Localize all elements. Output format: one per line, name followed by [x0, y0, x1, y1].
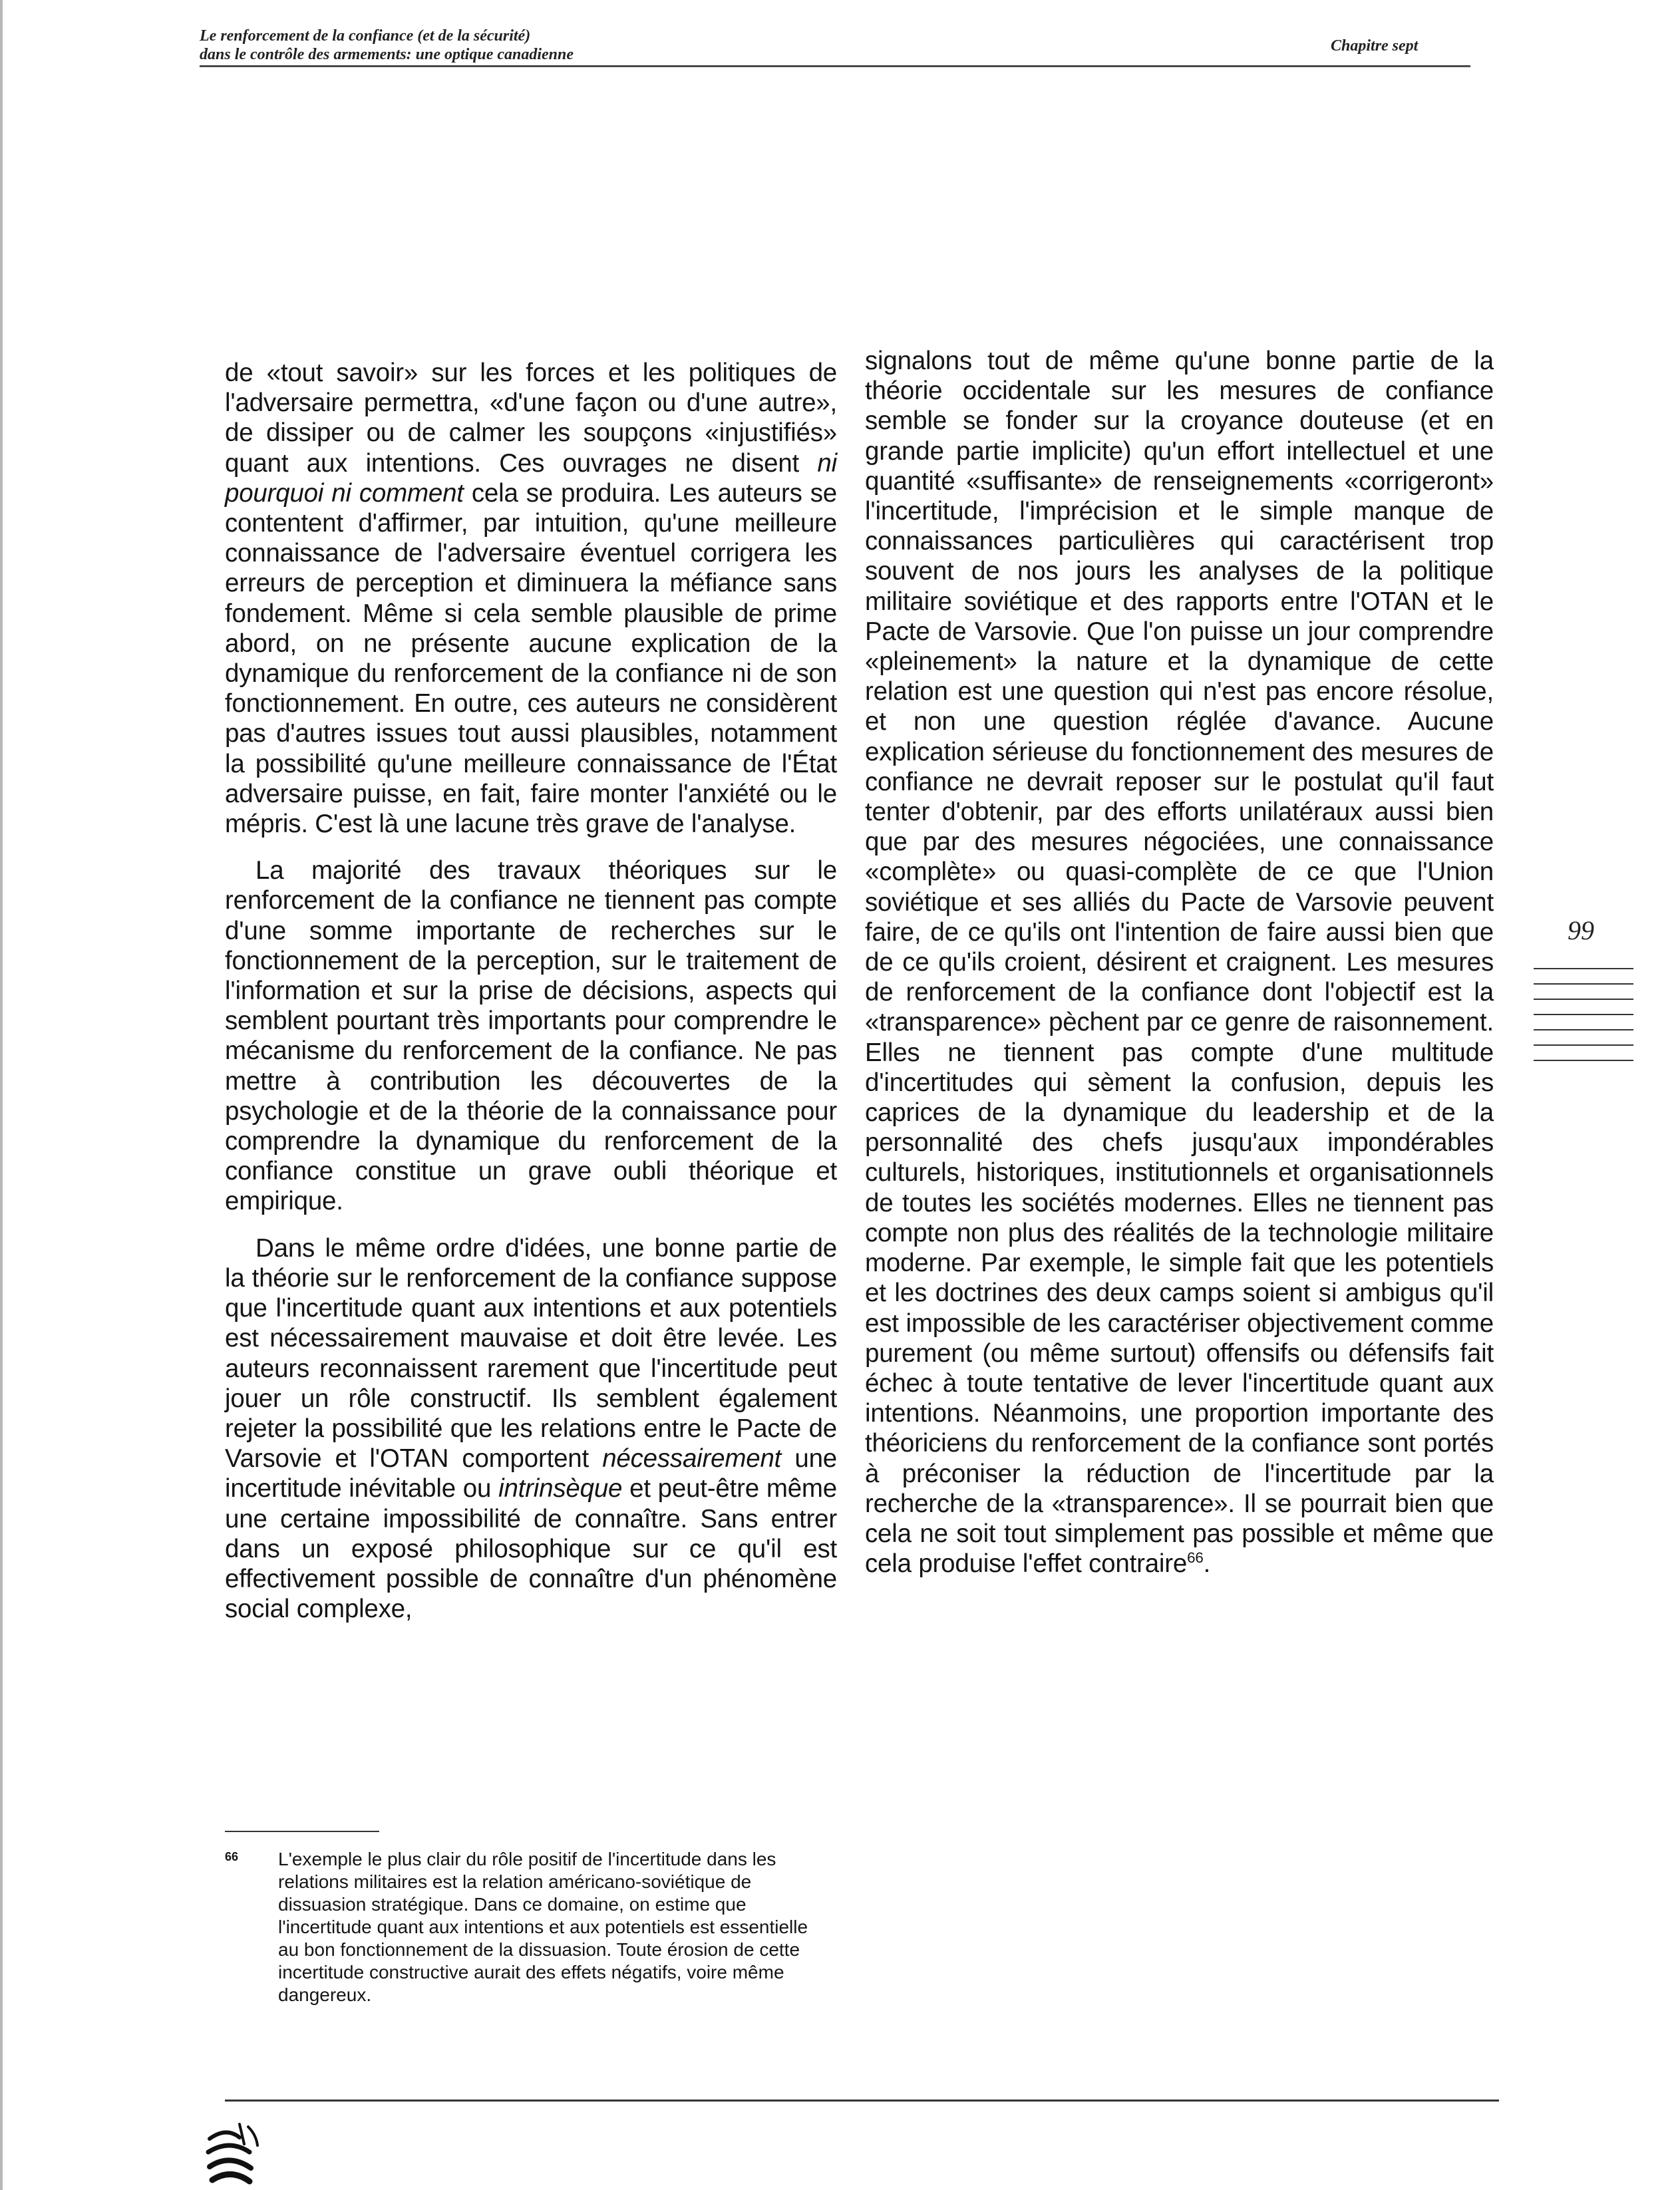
footnote-rule [225, 1831, 379, 1832]
running-header-title [200, 27, 865, 64]
page-number: 99 [1568, 915, 1594, 945]
left-text-column [225, 358, 837, 1641]
footnote-text: L'exemple le plus clair du rôle positif de l'incertitude dans les relations militaires est la relation américano-soviétique de dissuasion stratégique. Dans ce domaine, on estime que l'incertitude quant aux intentions et aux potentiels est essentielle au bon fonctionnement de la dissuasion. Toute érosion de cette incertitude constructive aurait des effets négatifs, voire même dangereux. [278, 1849, 808, 2005]
header-rule [200, 65, 1470, 67]
paragraph: Dans le même ordre d'idées, une bonne partie de la théorie sur le renforcement de la confiance suppose que l'incertitude quant aux intentions et aux potentiels est nécessairement mauvaise et doit être levée. Les auteurs reconnaissent rarement que l'incertitude peut jouer un rôle constructif. Ils semblent également rejeter la possibilité que les relations entre le Pacte de Varsovie et l'OTAN comportent nécessairement une incertitude inévitable ou intrinsèque et peut-être même une certaine impossibilité de connaître. Sans entrer dans un exposé philosophique sur ce qu'il est effectivement possible de connaître d'un phénomène social complexe, [225, 1233, 837, 1624]
paragraph: La majorité des travaux théoriques sur le renforcement de la confiance ne tiennent pas compte d'une somme importante de recherches sur le fonctionnement de la perception, sur le traitement de l'information et sur la prise de décisions, aspects qui semblent pourtant très importants pour comprendre le mécanisme du renforcement de la confiance. Ne pas mettre à contribution les découvertes de la psychologie et de la théorie de la connaissance pour comprendre la dynamique du renforcement de la confiance constitue un grave oubli théorique et empirique. [225, 856, 837, 1216]
header-title-line-1: Le renforcement de la confiance (et de la sécurité) [200, 27, 531, 45]
scan-edge [0, 0, 3, 2190]
footnote [225, 1848, 830, 2006]
right-text-column [865, 346, 1494, 1595]
chapter-label: Chapitre sept [1331, 37, 1419, 55]
paragraph: de «tout savoir» sur les forces et les politiques de l'adversaire permettra, «d'une façon ou d'une autre», de dissiper ou de calmer les soupçons «injustifiés» quant aux intentions. Ces ouvrages ne disent ni pourquoi ni comment cela se produira. Les auteurs se contentent d'affirmer, par intuition, qu'une meilleure connaissance de l'adversaire éventuel corrigera les erreurs de perception et diminuera la méfiance sans fondement. Même si cela semble plausible de prime abord, on ne présente aucune explication de la dynamique du renforcement de la confiance ni de son fonctionnement. En outre, ces auteurs ne considèrent pas d'autres issues tout aussi plausibles, notamment la possibilité qu'une meilleure connaissance de l'État adversaire puisse, en fait, faire monter l'anxiété ou le mépris. C'est là une lacune très grave de l'analyse. [225, 359, 837, 839]
footnote-number: 66 [225, 1850, 239, 1863]
margin-decoration-lines [1534, 968, 1633, 1075]
footer-rule [225, 2100, 1499, 2102]
paragraph: signalons tout de même qu'une bonne partie de la théorie occidentale sur les mesures de confiance semble se fonder sur la croyance douteuse (et en grande partie implicite) qu'un effort intellectuel et une quantité «suffisante» de renseignements «corrigeront» l'incertitude, l'imprécision et le simple manque de connaissances particulières qui caractérisent trop souvent de nos jours les analyses de la politique militaire soviétique et des rapports entre l'OTAN et le Pacte de Varsovie. Que l'on puisse un jour comprendre «pleinement» la nature et la dynamique de cette relation est une question qui n'est pas encore résolue, et non une question réglée d'avance. Aucune explication sérieuse du fonctionnement des mesures de confiance ne devrait reposer sur le postulat qu'il faut tenter d'obtenir, par des efforts unilatéraux aussi bien que par des mesures négociées, une connaissance «complète» ou quasi-complète de ce que l'Union soviétique et ses alliés du Pacte de Varsovie peuvent faire, de ce qu'ils ont l'intention de faire aussi bien que de ce qu'ils croient, désirent et craignent. Les mesures de renforcement de la confiance dont l'objectif est la «transparence» pèchent par ce genre de raisonnement. Elles ne tiennent pas compte d'une multitude d'incertitudes qui sèment la confusion, depuis les caprices de la dynamique du leadership et de la personnalité des chefs jusqu'aux impondérables culturels, historiques, institutionnels et organisationnels de toutes les sociétés modernes. Elles ne tiennent pas compte non plus des réalités de la technologie militaire moderne. Par exemple, le simple fait que les potentiels et les doctrines des deux camps soient si ambigus qu'il est impossible de les caractériser objectivement comme purement (ou même surtout) offensifs ou défensifs fait échec à toute tentative de lever l'incertitude quant aux intentions. Néanmoins, une proportion importante des théoriciens du renforcement de la confiance sont portés à préconiser la réduction de l'incertitude par la recherche de la «transparence». Il se pourrait bien que cela ne soit tout simplement pas possible et même que cela produise l'effet contraire$^{66}$. [865, 347, 1494, 1579]
header-title-line-2: dans le contrôle des armements: une optique canadienne [200, 46, 574, 63]
publisher-logo-icon [203, 2119, 263, 2185]
footnote-reference[interactable]: 66 [1187, 1549, 1204, 1567]
